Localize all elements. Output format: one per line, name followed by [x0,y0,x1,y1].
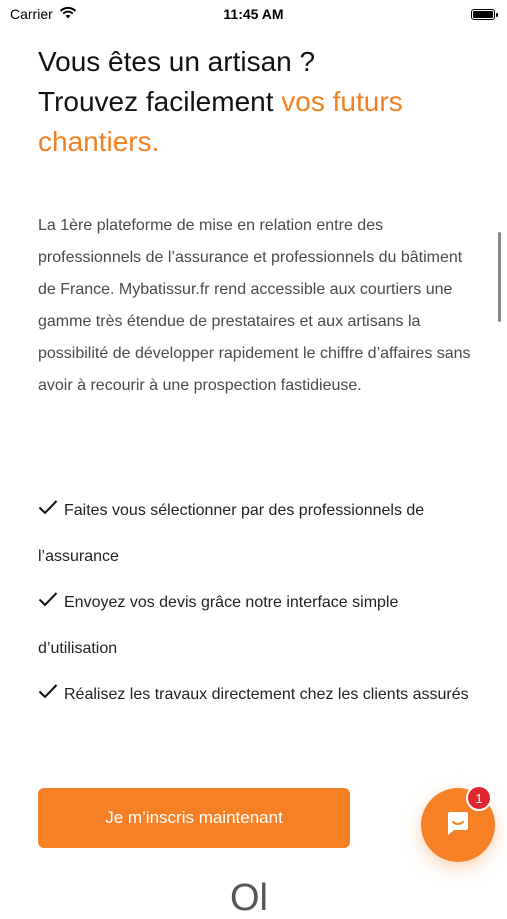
check-icon [38,488,64,534]
wifi-icon [59,6,77,22]
benefit-item [38,672,478,718]
benefit-text: Faites vous sélectionner par des professionnels de l’assurance [38,502,425,566]
hero-line-2: Trouvez facilement [38,86,282,117]
check-icon [38,672,64,718]
chat-bubble-icon [444,809,472,842]
benefit-item [38,488,478,580]
benefits-list [38,488,478,719]
next-section-peek: Ol [230,877,268,919]
carrier-label: Carrier [10,6,53,22]
hero-headline [38,42,478,162]
status-left [0,6,77,22]
scroll-indicator[interactable] [498,232,501,322]
battery-icon [471,9,507,20]
status-bar [0,0,507,28]
intro-paragraph: La 1ère plateforme de mise en relation entre des professionnels de l’assurance et professionnels du bâtiment de France. Mybatissur.fr rend accessible aux courtiers une gamme très étendue de prestataires et aux artisans la possibilité de développer rapidement le chiffre d’affaires sans avoir à recourir à une prospection fastidieuse. [38,217,471,394]
benefit-text: Envoyez vos devis grâce notre interface simple d’utilisation [38,594,399,658]
benefit-text: Réalisez les travaux directement chez les clients assurés [64,686,469,704]
chat-notification-badge: 1 [466,785,492,811]
benefit-item [38,580,478,672]
clock: 11:45 AM [223,6,284,22]
signup-button[interactable]: Je m’inscris maintenant [38,788,350,848]
hero-line-1: Vous êtes un artisan ? [38,46,316,77]
check-icon [38,580,64,626]
hero-accent: vos futurs chantiers. [38,86,403,157]
